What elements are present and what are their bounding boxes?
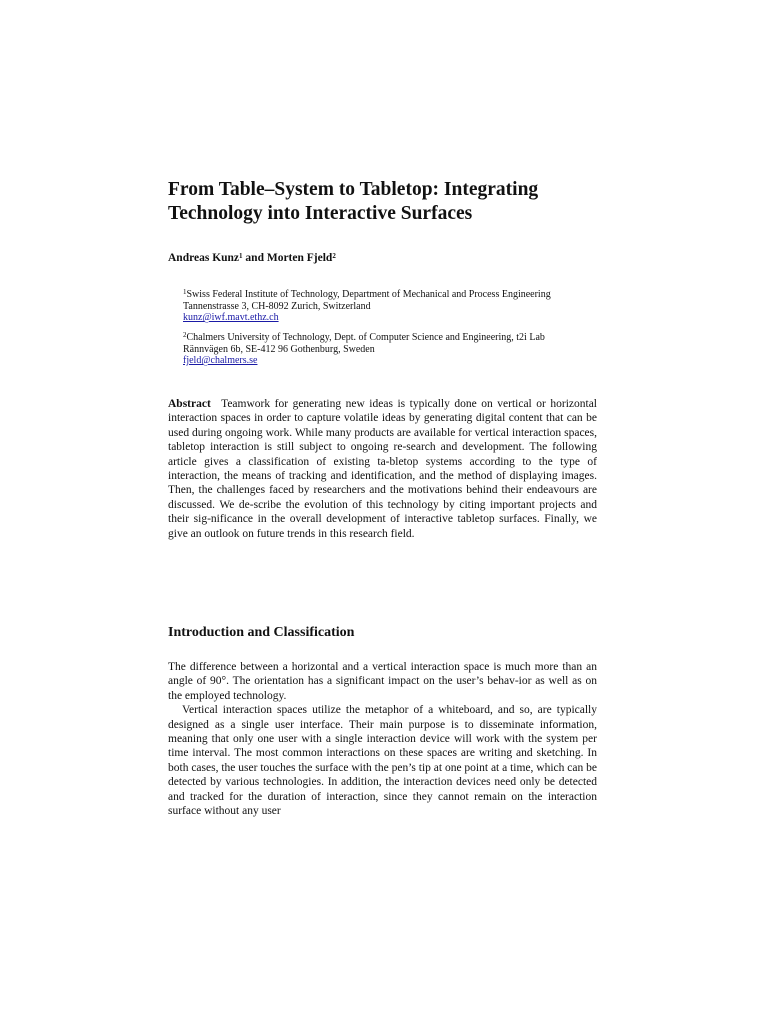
paper-title-line-2: Technology into Interactive Surfaces [168, 202, 473, 224]
affiliation-2-email-link[interactable]: fjeld@chalmers.se [183, 355, 258, 367]
body-paragraph-1: The difference between a horizontal and a vertical interaction space is much more than an angle of 90°. The orientation has a significant impact on the user’s behav-ior as well as on the employed technology. [168, 661, 597, 702]
affiliation-2-address: Rännvägen 6b, SE-412 96 Gothenburg, Sweden [183, 343, 375, 355]
abstract-label: Abstract [168, 398, 211, 410]
author-2-affiliation-mark: 2 [332, 252, 336, 260]
affiliation-1-email-link[interactable]: kunz@iwf.mavt.ethz.ch [183, 312, 279, 324]
section-heading: Introduction and Classification [168, 625, 355, 640]
affiliation-1-address: Tannenstrasse 3, CH-8092 Zurich, Switzerland [183, 300, 371, 312]
affiliation-1-line-1: Swiss Federal Institute of Technology, Department of Mechanical and Process Engineering [186, 289, 551, 300]
affiliation-2-institution [183, 332, 603, 344]
author-1-affiliation-mark: 1 [239, 252, 243, 260]
affiliation-1-mark: 1 [183, 288, 187, 296]
author-connector: and [242, 252, 267, 264]
affiliation-1-institution [183, 289, 603, 301]
section-body [168, 660, 597, 818]
author-name-2: Morten Fjeld [266, 252, 333, 264]
affiliation-2-mark: 2 [183, 331, 187, 339]
author-list [168, 251, 336, 265]
paper-title-line-1: From Table–System to Tabletop: Integrating [168, 179, 539, 200]
affiliation-1 [183, 289, 603, 324]
paper-title [168, 178, 608, 225]
abstract-text: Teamwork for generating new ideas is typically done on vertical or horizontal interaction spaces in order to capture volatile ideas by generating digital content that can be used during ongoing work. While many products are available for vertical interaction spaces, tabletop interaction is still subject to ongoing re-search and development. The following article gives a classification of existing ta-bletop systems according to the type of interaction, the means of tracking and identification, and the method of displaying images. Then, the challenges faced by researchers and the motivations behind their endeavours are discussed. We de-scribe the evolution of this technology by citing important projects and their sig-nificance in the overall development of interactive tabletop surfaces. Finally, we give an outlook on future trends in this research field. [168, 398, 597, 540]
author-name-1: Andreas Kunz [168, 252, 240, 264]
abstract [168, 397, 597, 541]
body-paragraph-2: Vertical interaction spaces utilize the metaphor of a whiteboard, and so, are typically designed as a single user interface. Their main purpose is to disseminate information, meaning that only one user with a single interaction device will work with the system per time interval. The most common interactions on these spaces are writing and sketching. In both cases, the user touches the surface with the pen’s tip at one point at a time, which can be detected by various technologies. In addition, the interaction devices need only be detected and tracked for the duration of interaction, since they cannot remain on the interaction surface without any user [168, 704, 597, 818]
affiliation-2 [183, 332, 603, 367]
affiliation-2-line-1: Chalmers University of Technology, Dept. of Computer Science and Engineering, t2i Lab [186, 332, 545, 343]
